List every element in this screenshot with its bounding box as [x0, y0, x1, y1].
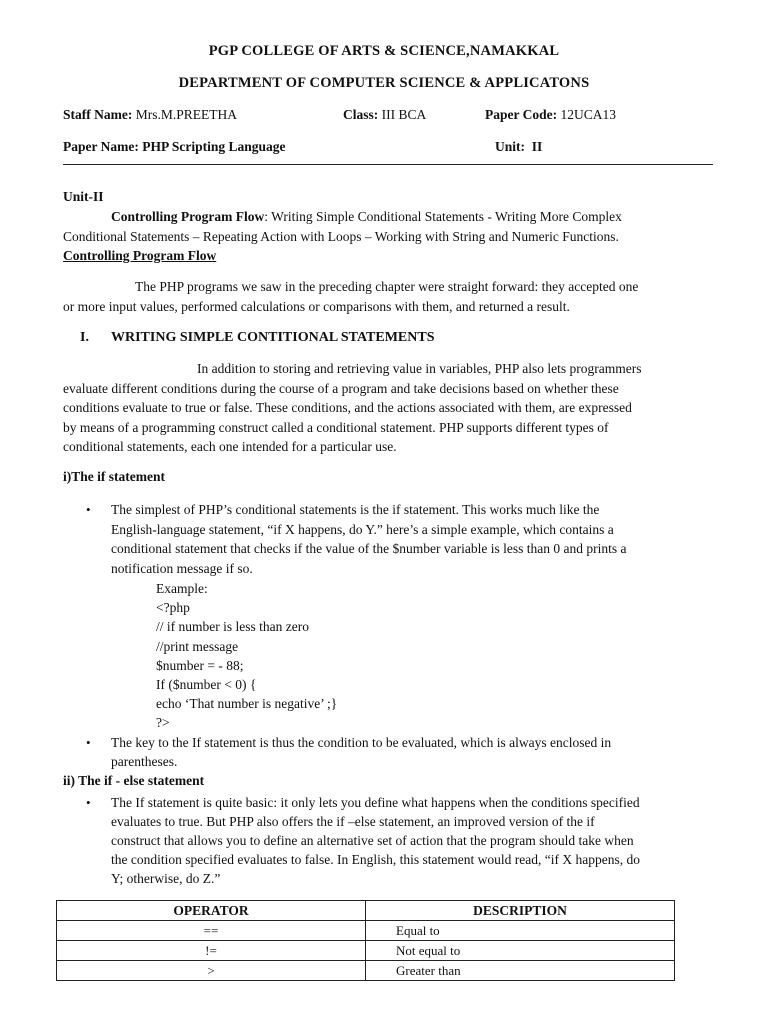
header-divider	[63, 164, 713, 165]
if-else-line4: the condition specified evaluates to false. In English, this statement would read, “if X happens, do	[111, 852, 640, 867]
paper-code-label: Paper Code:	[485, 107, 558, 122]
table-header-row	[57, 901, 675, 921]
code-line: $number = - 88;	[156, 657, 244, 673]
if-else-line2: evaluates to true. But PHP also offers the if –else statement, an improved version of the if	[111, 814, 595, 829]
if-bullet2-line1: The key to the If statement is thus the condition to be evaluated, which is always enclosed in	[111, 735, 612, 750]
if-bullet1-line1: The simplest of PHP’s conditional statements is the if statement. This works much like the	[111, 502, 600, 517]
staff-value: Mrs.M.PREETHA	[135, 107, 237, 122]
table-row	[57, 921, 675, 941]
staff-label: Staff Name:	[63, 107, 133, 122]
unit-row	[495, 139, 542, 155]
paper-code-value: 12UCA13	[560, 107, 617, 122]
if-else-line3: construct that allows you to define an alternative set of action that the program should take when	[111, 833, 634, 848]
operator-cell: !=	[57, 941, 366, 961]
bullet-glyph: •	[86, 795, 91, 810]
class-label: Class:	[343, 107, 379, 122]
unit-heading: Unit-II	[63, 189, 104, 204]
department-name: DEPARTMENT OF COMPUTER SCIENCE & APPLICATONS	[178, 75, 590, 91]
if-bullet2-line2: parentheses.	[111, 754, 178, 769]
section1-title: WRITING SIMPLE CONTITIONAL STATEMENTS	[111, 330, 435, 345]
description-cell: Not equal to	[366, 941, 675, 961]
description-cell: Equal to	[366, 921, 675, 941]
operator-cell: >	[57, 961, 366, 981]
intro-line2: or more input values, performed calculations or comparisons with them, and returned a result.	[63, 299, 570, 314]
paper-name-row	[63, 139, 286, 155]
operator-cell: ==	[57, 921, 366, 941]
unit-topics-line2: Conditional Statements – Repeating Action with Loops – Working with String and Numeric Functions.	[63, 229, 619, 244]
if-else-line5: Y; otherwise, do Z.”	[111, 871, 221, 886]
if-else-heading: ii) The if - else statement	[63, 773, 205, 788]
staff-name-row	[63, 107, 237, 123]
intro-line1: The PHP programs we saw in the preceding chapter were straight forward: they accepted one	[135, 279, 639, 294]
code-line: echo ‘That number is negative’ ;}	[156, 696, 338, 712]
paper-name-label: Paper Name:	[63, 139, 139, 154]
description-column-header: DESCRIPTION	[366, 901, 675, 921]
if-heading: i)The if statement	[63, 469, 165, 484]
unit-topics-line1	[111, 209, 622, 225]
section1-para-line1: In addition to storing and retrieving value in variables, PHP also lets programmers	[197, 361, 642, 376]
section1-para-line3: conditions evaluate to true or false. These conditions, and the actions associated with them, are expressed	[63, 400, 632, 415]
table-row	[57, 941, 675, 961]
section1-number: I.	[80, 330, 89, 345]
code-line: // if number is less than zero	[156, 619, 309, 635]
table-row	[57, 961, 675, 981]
bullet-glyph: •	[86, 735, 91, 750]
bullet-glyph: •	[86, 502, 91, 517]
paper-code-row	[485, 107, 616, 123]
unit-value: II	[531, 139, 543, 154]
code-line: Example:	[156, 581, 208, 596]
section1-para-line2: evaluate different conditions during the course of a program and take decisions based on whether these	[63, 381, 619, 396]
code-example	[156, 579, 337, 733]
section-heading: Controlling Program Flow	[63, 248, 217, 263]
class-value: III BCA	[381, 107, 427, 122]
if-bullet1-line2: English-language statement, “if X happens, do Y.” here’s a simple example, which contains a	[111, 522, 614, 537]
operator-column-header: OPERATOR	[57, 901, 366, 921]
code-line: ?>	[156, 715, 170, 731]
code-line: //print message	[156, 638, 239, 654]
class-row	[343, 107, 426, 123]
operators-table	[56, 900, 675, 981]
topic-label: Controlling Program Flow	[111, 209, 265, 224]
unit-label: Unit:	[495, 139, 525, 154]
paper-name-value: PHP Scripting Language	[142, 139, 286, 154]
college-name: PGP COLLEGE OF ARTS & SCIENCE,NAMAKKAL	[208, 43, 560, 59]
section1-para-line5: conditional statements, each one intended for a particular use.	[63, 439, 397, 454]
code-line: If ($number < 0) {	[156, 676, 257, 692]
code-line: <?php	[156, 600, 190, 616]
topic-text: : Writing Simple Conditional Statements - Writing More Complex	[264, 209, 622, 224]
description-cell: Greater than	[366, 961, 675, 981]
if-bullet1-line3: conditional statement that checks if the value of the $number variable is less than 0 and prints a	[111, 541, 627, 556]
if-bullet1-line4: notification message if so.	[111, 561, 253, 576]
if-else-line1: The If statement is quite basic: it only lets you define what happens when the conditions specified	[111, 795, 640, 810]
section1-para-line4: by means of a programming construct called a conditional statement. PHP supports different types of	[63, 420, 609, 435]
